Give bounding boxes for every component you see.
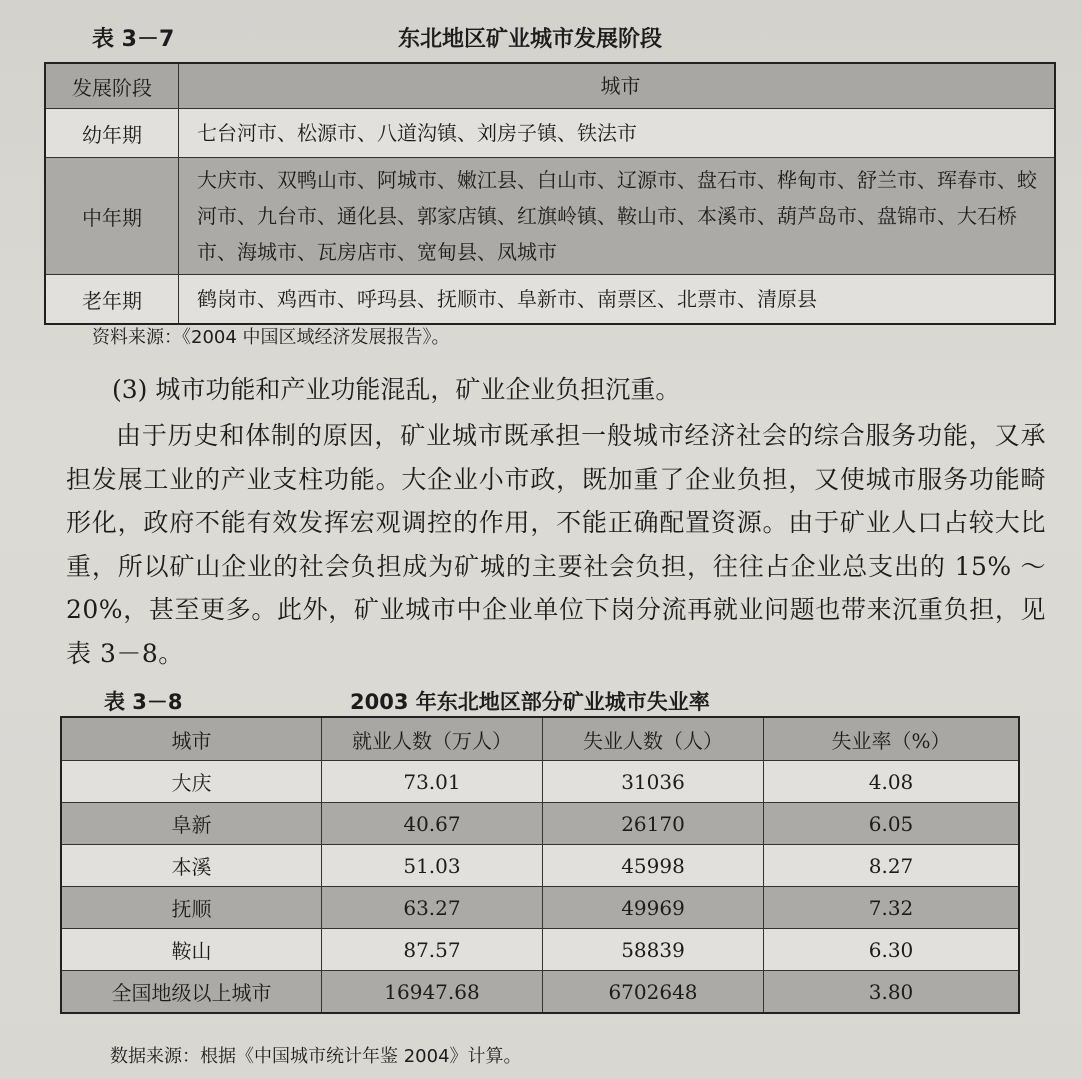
table-row: [61, 803, 1019, 845]
header-employed: 就业人数（万人）: [322, 717, 543, 761]
employed-cell: 63.27: [322, 887, 543, 929]
table-3-7-number: 表 3－7: [92, 27, 175, 52]
table-row: [45, 158, 1055, 275]
unemployed-cell: 31036: [543, 761, 764, 803]
table-3-8-title: 2003 年东北地区部分矿业城市失业率: [350, 690, 710, 714]
city-cell: 阜新: [61, 803, 322, 845]
unemployed-cell: 58839: [543, 929, 764, 971]
rate-cell: 8.27: [764, 845, 1020, 887]
employed-cell: 73.01: [322, 761, 543, 803]
rate-cell: 6.05: [764, 803, 1020, 845]
table-3-7-title: 东北地区矿业城市发展阶段: [398, 27, 663, 52]
city-cell: 大庆: [61, 761, 322, 803]
cities-cell: 大庆市、双鸭山市、阿城市、嫩江县、白山市、辽源市、盘石市、桦甸市、舒兰市、珲春市、蛟河市、九台市、通化县、郭家店镇、红旗岭镇、鞍山市、本溪市、葫芦岛市、盘锦市、大石桥市、海城市、瓦房店市、宽甸县、凤城市: [179, 158, 1056, 275]
rate-cell: 4.08: [764, 761, 1020, 803]
header-city: 城市: [61, 717, 322, 761]
city-cell: 抚顺: [61, 887, 322, 929]
unemployed-cell: 6702648: [543, 971, 764, 1014]
header-unemployed: 失业人数（人）: [543, 717, 764, 761]
rate-cell: 6.30: [764, 929, 1020, 971]
table-row: [61, 887, 1019, 929]
table-3-7: [44, 62, 1056, 325]
table-3-8-source: 数据来源：根据《中国城市统计年鉴 2004》计算。: [110, 1046, 522, 1067]
table-3-7-source: 资料来源：《2004 中国区域经济发展报告》。: [92, 327, 450, 348]
stage-cell: 老年期: [45, 275, 179, 325]
employed-cell: 87.57: [322, 929, 543, 971]
section-heading: (3) 城市功能和产业功能混乱，矿业企业负担沉重。: [112, 375, 681, 404]
table-row: [45, 275, 1055, 325]
table-row: [45, 109, 1055, 158]
table-3-8-number: 表 3－8: [104, 690, 183, 714]
employed-cell: 40.67: [322, 803, 543, 845]
table-row: [61, 971, 1019, 1014]
stage-cell: 中年期: [45, 158, 179, 275]
city-cell: 鞍山: [61, 929, 322, 971]
cities-cell: 七台河市、松源市、八道沟镇、刘房子镇、铁法市: [179, 109, 1056, 158]
table-row: [61, 845, 1019, 887]
city-cell: 全国地级以上城市: [61, 971, 322, 1014]
employed-cell: 16947.68: [322, 971, 543, 1014]
table-header-row: [61, 717, 1019, 761]
unemployed-cell: 45998: [543, 845, 764, 887]
employed-cell: 51.03: [322, 845, 543, 887]
rate-cell: 7.32: [764, 887, 1020, 929]
body-paragraph: 由于历史和体制的原因，矿业城市既承担一般城市经济社会的综合服务功能，又承担发展工业的产业支柱功能。大企业小市政，既加重了企业负担，又使城市服务功能畸形化，政府不能有效发挥宏观调控的作用，不能正确配置资源。由于矿业人口占较大比重，所以矿山企业的社会负担成为矿城的主要社会负担，往往占企业总支出的 15% ～20%，甚至更多。此外，矿业城市中企业单位下岗分流再就业问题也带来沉重负担，见表 3－8。: [66, 421, 1046, 668]
header-rate: 失业率（%）: [764, 717, 1020, 761]
table-3-8: [60, 716, 1020, 1014]
unemployed-cell: 49969: [543, 887, 764, 929]
unemployed-cell: 26170: [543, 803, 764, 845]
stage-cell: 幼年期: [45, 109, 179, 158]
header-stage: 发展阶段: [45, 63, 179, 109]
cities-cell: 鹤岗市、鸡西市、呼玛县、抚顺市、阜新市、南票区、北票市、清原县: [179, 275, 1056, 325]
rate-cell: 3.80: [764, 971, 1020, 1014]
table-row: [61, 761, 1019, 803]
table-row: [61, 929, 1019, 971]
city-cell: 本溪: [61, 845, 322, 887]
table-header-row: [45, 63, 1055, 109]
header-city: 城市: [179, 63, 1056, 109]
